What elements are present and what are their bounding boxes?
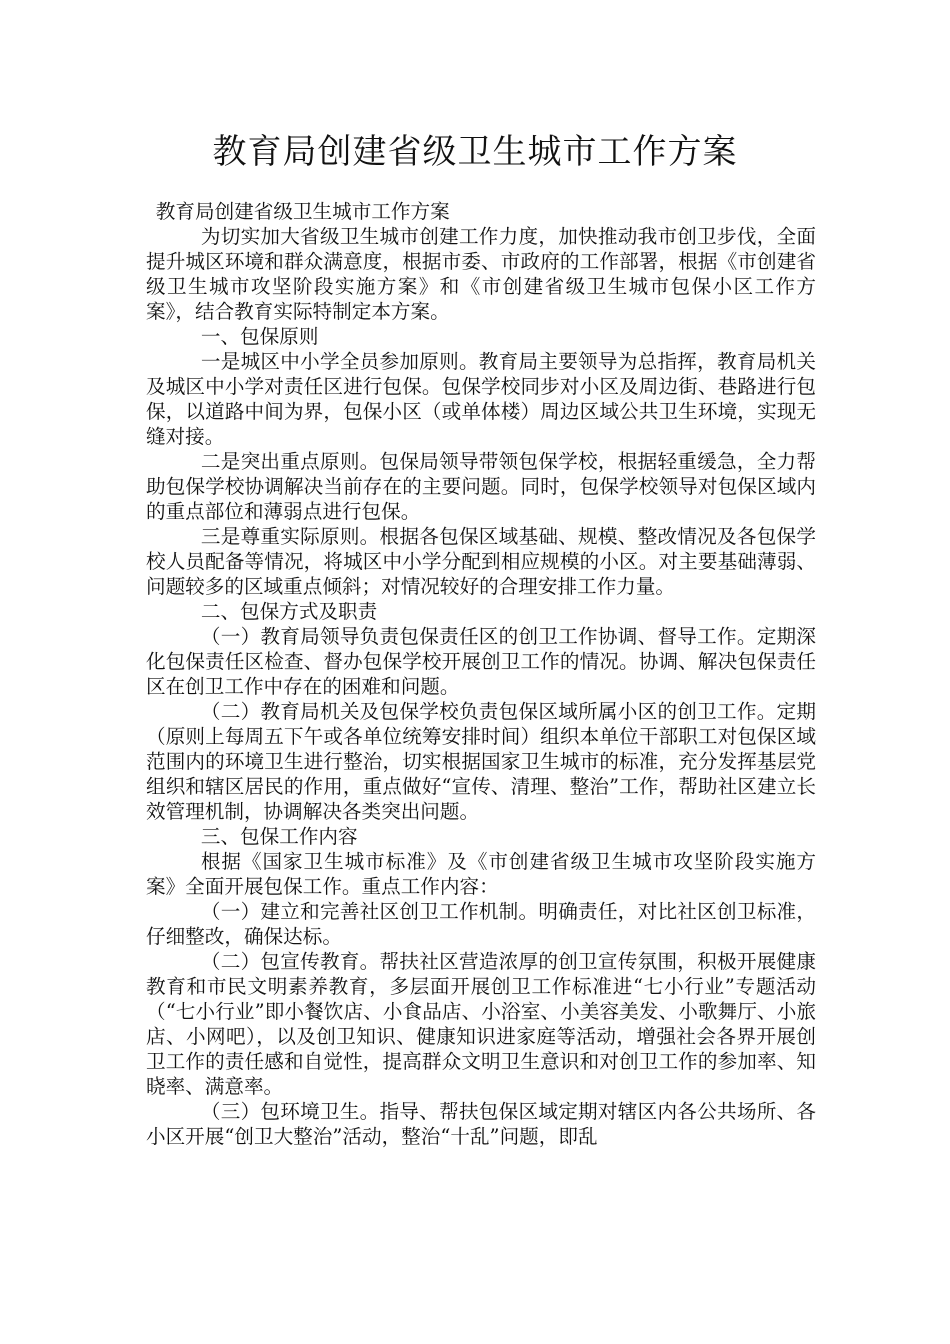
paragraph: （二）教育局机关及包保学校负责包保区域所属小区的创卫工作。定期（原则上每周五下午或各单位统筹安排时间）组织本单位干部职工对包保区域范围内的环境卫生进行整治，切实根据国家卫生城市的标准，充分发挥基层党组织和辖区居民的作用，重点做好“宣传、清理、整治”工作，帮助社区建立长效管理机制，协调解决各类突出问题。: [146, 700, 816, 823]
paragraph-intro: 为切实加大省级卫生城市创建工作力度，加快推动我市创卫步伐，全面提升城区环境和群众满意度，根据市委、市政府的工作部署，根据《市创建省级卫生城市攻坚阶段实施方案》和《市创建省级卫生城市包保小区工作方案》，结合教育实际特制定本方案。: [146, 225, 816, 323]
section-heading-1: 一、包保原则: [200, 325, 319, 348]
paragraph: （二）包宣传教育。帮扶社区营造浓厚的创卫宣传氛围，积极开展健康教育和市民文明素养教育，多层面开展创卫工作标准进“七小行业”专题活动（“七小行业”即小餐饮店、小食品店、小浴室、小美容美发、小歌舞厅、小旅店、小网吧），以及创卫知识、健康知识进家庭等活动，增强社会各界开展创卫工作的责任感和自觉性，提高群众文明卫生意识和对创卫工作的参加率、知晓率、满意率。: [146, 950, 816, 1098]
paragraph: 一是城区中小学全员参加原则。教育局主要领导为总指挥，教育局机关及城区中小学对责任区进行包保。包保学校同步对小区及周边街、巷路进行包保，以道路中间为界，包保小区（或单体楼）周边区域公共卫生环境，实现无缝对接。: [146, 350, 816, 448]
paragraph: （一）教育局领导负责包保责任区的创卫工作协调、督导工作。定期深化包保责任区检查、督办包保学校开展创卫工作的情况。协调、解决包保责任区在创卫工作中存在的困难和问题。: [146, 625, 816, 698]
section-heading-2: 二、包保方式及职责: [200, 600, 378, 623]
paragraph: （三）包环境卫生。指导、帮扶包保区域定期对辖区内各公共场所、各小区开展“创卫大整治”活动，整治“十乱”问题，即乱: [146, 1100, 816, 1148]
document-body: [146, 199, 816, 1149]
document-subtitle: 教育局创建省级卫生城市工作方案: [155, 200, 450, 223]
paragraph: 三是尊重实际原则。根据各包保区域基础、规模、整改情况及各包保学校人员配备等情况，将城区中小学分配到相应规模的小区。对主要基础薄弱、问题较多的区域重点倾斜；对情况较好的合理安排工作力量。: [146, 525, 816, 598]
paragraph: 根据《国家卫生城市标准》及《市创建省级卫生城市攻坚阶段实施方案》全面开展包保工作。重点工作内容：: [146, 850, 816, 898]
paragraph: （一）建立和完善社区创卫工作机制。明确责任，对比社区创卫标准，仔细整改，确保达标。: [146, 900, 816, 948]
paragraph: 二是突出重点原则。包保局领导带领包保学校，根据轻重缓急，全力帮助包保学校协调解决当前存在的主要问题。同时，包保学校领导对包保区域内的重点部位和薄弱点进行包保。: [146, 450, 816, 523]
document-title: 教育局创建省级卫生城市工作方案: [212, 132, 738, 172]
section-heading-3: 三、包保工作内容: [200, 825, 358, 848]
